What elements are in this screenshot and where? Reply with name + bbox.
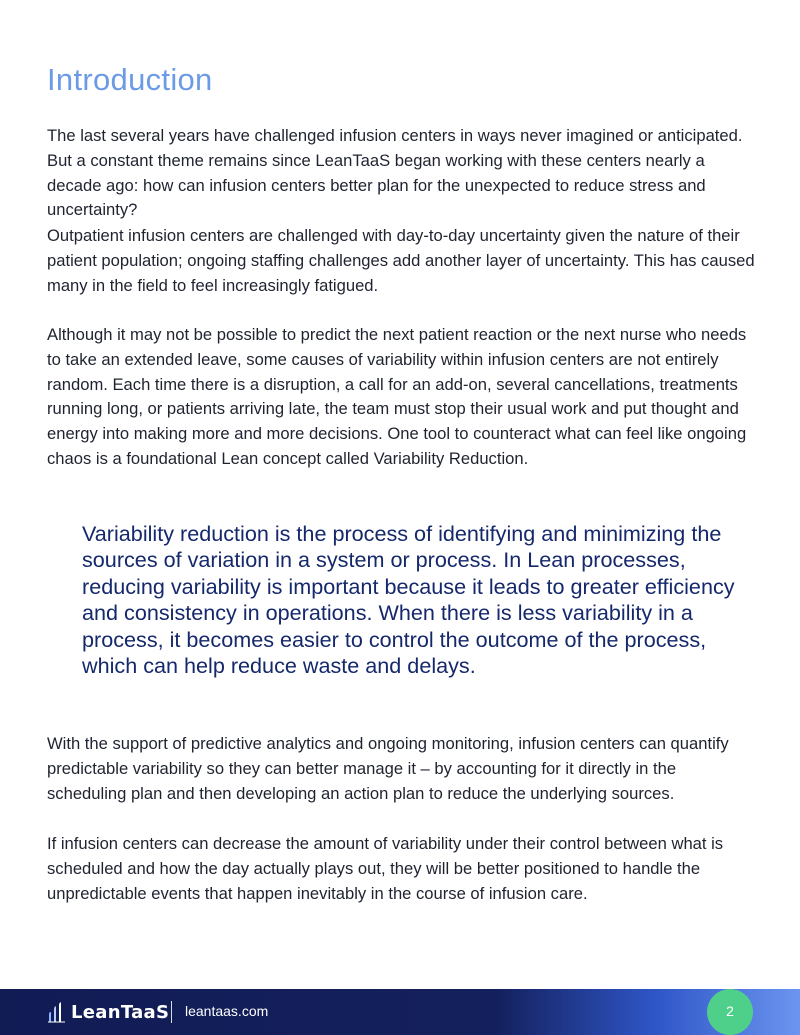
pull-quote: Variability reduction is the process of identifying and minimizing the sources of variation in a system or process. In Lean processes, reducing variability is important because it leads to greater efficiency and consistency in operations. When there is less variability in a process, it becomes easier to control the outcome of the process, which can help reduce waste and delays. [82, 521, 735, 679]
brand-name: LeanTaaS [71, 1001, 170, 1023]
page-title: Introduction [47, 62, 213, 97]
leantaas-logo-icon [48, 1001, 66, 1023]
footer-divider [171, 1001, 172, 1023]
intro-paragraph-3: Although it may not be possible to predict the next patient reaction or the next nurse who needs to take an extended leave, some causes of variability within infusion centers are not entirely random. Each time there is a disruption, a call for an add-on, several cancellations, treatments running long, or patients arriving late, the team must stop their usual work and put thought and energy into making more and more decisions. One tool to counteract what can feel like ongoing chaos is a foundational Lean concept called Variability Reduction. [47, 325, 747, 468]
intro-paragraph-2: Outpatient infusion centers are challenged with day-to-day uncertainty given the nature of their patient population; ongoing staffing challenges add another layer of uncertainty. This has caused many in the field to feel increasingly fatigued. [47, 226, 755, 295]
page-footer [0, 989, 800, 1035]
intro-paragraph-1: The last several years have challenged infusion centers in ways never imagined or anticipated. But a constant theme remains since LeanTaaS began working with these centers nearly a decade ago: how can infusion centers better plan for the unexpected to reduce stress and uncertainty? [47, 126, 743, 220]
intro-paragraph-4: With the support of predictive analytics and ongoing monitoring, infusion centers can quantify predictable variability so they can better manage it – by accounting for it directly in the scheduling plan and then developing an action plan to reduce the underlying sources. [47, 734, 729, 803]
brand-logo [48, 1001, 169, 1023]
page-number: 2 [726, 1003, 734, 1019]
intro-paragraph-5: If infusion centers can decrease the amount of variability under their control between what is scheduled and how the day actually plays out, they will be better positioned to handle the unpredictable events that happen inevitably in the course of infusion care. [47, 834, 724, 903]
website-link[interactable]: leantaas.com [185, 1003, 269, 1019]
